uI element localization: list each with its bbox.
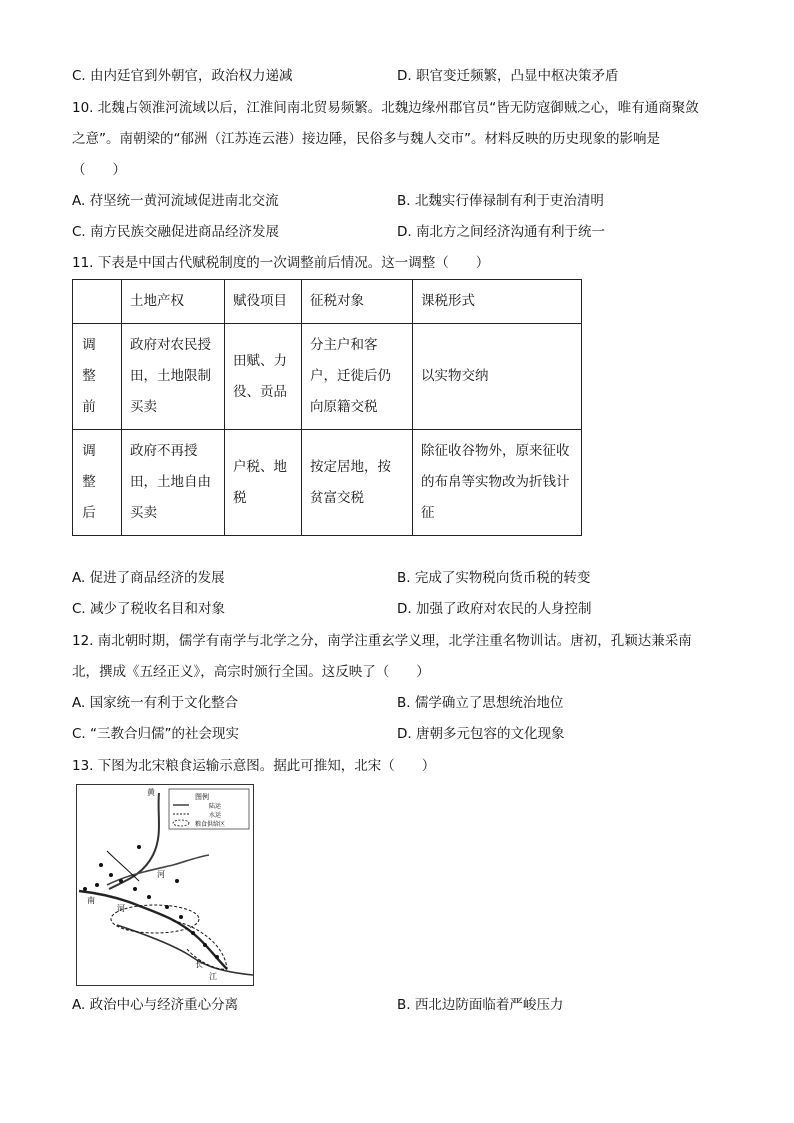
map-legend-water: 水运 [209, 812, 222, 819]
table-header-row [73, 280, 582, 324]
table-header-cell [73, 280, 122, 324]
table-header-cell: 征税对象 [302, 280, 413, 324]
yangtze-river [117, 925, 253, 975]
row-label-before: 调整前 [82, 337, 96, 415]
grain-transport-map [76, 784, 254, 986]
map-label-nan: 南 [87, 896, 95, 905]
map-label-chang: 长 [195, 960, 203, 969]
table-cell: 户税、地税 [225, 430, 302, 536]
table-cell: 政府不再授田，土地自由买卖 [122, 430, 225, 536]
table-header-cell: 课税形式 [413, 280, 582, 324]
q11-option-c: C. 减少了税收名目和对象 [72, 601, 226, 617]
table-cell: 分主户和客户，迁徙后仍向原籍交税 [302, 324, 413, 430]
q12-stem-line2: 北，撰成《五经正义》，高宗时颁行全国。这反映了（ ） [72, 664, 430, 680]
q10-option-a: A. 苻坚统一黄河流域促进南北交流 [72, 193, 279, 209]
canal-route [79, 891, 227, 969]
table-row [73, 324, 582, 430]
q12-option-a: A. 国家统一有利于文化整合 [72, 695, 239, 711]
q12-option-d: D. 唐朝多元包容的文化现象 [397, 726, 565, 742]
q11-option-b: B. 完成了实物税向货币税的转变 [397, 570, 591, 586]
q9-option-d: D. 职官变迁频繁，凸显中枢决策矛盾 [397, 68, 619, 84]
table-cell: 以实物交纳 [413, 324, 582, 430]
q11-option-a: A. 促进了商品经济的发展 [72, 570, 225, 586]
table-cell: 按定居地，按贫富交税 [302, 430, 413, 536]
q9-option-c: C. 由内廷官到外朝官，政治权力递减 [72, 68, 293, 84]
map-legend-land: 陆运 [209, 803, 222, 810]
map-legend-title: 图例 [195, 793, 209, 801]
q10-option-b: B. 北魏实行俸禄制有利于吏治清明 [397, 193, 604, 209]
map-label-huang: 黄 [147, 788, 155, 797]
q13-option-b: B. 西北边防面临着严峻压力 [397, 997, 564, 1013]
table-cell: 田赋、力役、贡品 [225, 324, 302, 430]
map-label-he: 河 [157, 870, 165, 879]
q13-stem: 13. 下图为北宋粮食运输示意图。据此可推知，北宋（ ） [72, 758, 436, 774]
row-label-after: 调整后 [82, 443, 96, 521]
q11-option-d: D. 加强了政府对农民的人身控制 [397, 601, 592, 617]
q12-option-b: B. 儒学确立了思想统治地位 [397, 695, 564, 711]
q11-stem: 11. 下表是中国古代赋税制度的一次调整前后情况。这一调整（ ） [72, 255, 490, 271]
table-cell: 除征收谷物外，原来征收的布帛等实物改为折钱计征 [413, 430, 582, 536]
q10-stem-line2: 之意”。南朝梁的“郁洲（江苏连云港）接边陲，民俗多与魏人交市”。材料反映的历史现象的影响是 [72, 131, 660, 147]
q12-option-c: C. “三教合归儒”的社会现实 [72, 726, 239, 742]
table-header-cell: 赋役项目 [225, 280, 302, 324]
q10-stem-line1: 10. 北魏占领淮河流域以后，江淮间南北贸易频繁。北魏边缘州郡官员“皆无防寇御贼之心，唯有通商聚敛 [72, 100, 699, 116]
q12-stem-line1: 12. 南北朝时期，儒学有南学与北学之分，南学注重玄学义理，北学注重名物训诂。唐初，孔颖达兼采南 [72, 633, 692, 649]
table-cell: 政府对农民授田，土地限制买卖 [122, 324, 225, 430]
q10-option-d: D. 南北方之间经济沟通有利于统一 [397, 224, 605, 240]
table-row-label [73, 324, 122, 430]
map-legend-area: 粮食供给区 [195, 821, 226, 828]
city-markers [83, 845, 219, 959]
q13-option-a: A. 政治中心与经济重心分离 [72, 997, 239, 1013]
table-row-label [73, 430, 122, 536]
q10-stem-line3: （ ） [72, 162, 126, 178]
map-label-jiang: 江 [209, 972, 217, 981]
map-label-he2: 河 [117, 904, 125, 913]
q10-option-c: C. 南方民族交融促进商品经济发展 [72, 224, 280, 240]
table-row [73, 430, 582, 536]
table-header-cell: 土地产权 [122, 280, 225, 324]
tax-table [72, 279, 582, 536]
